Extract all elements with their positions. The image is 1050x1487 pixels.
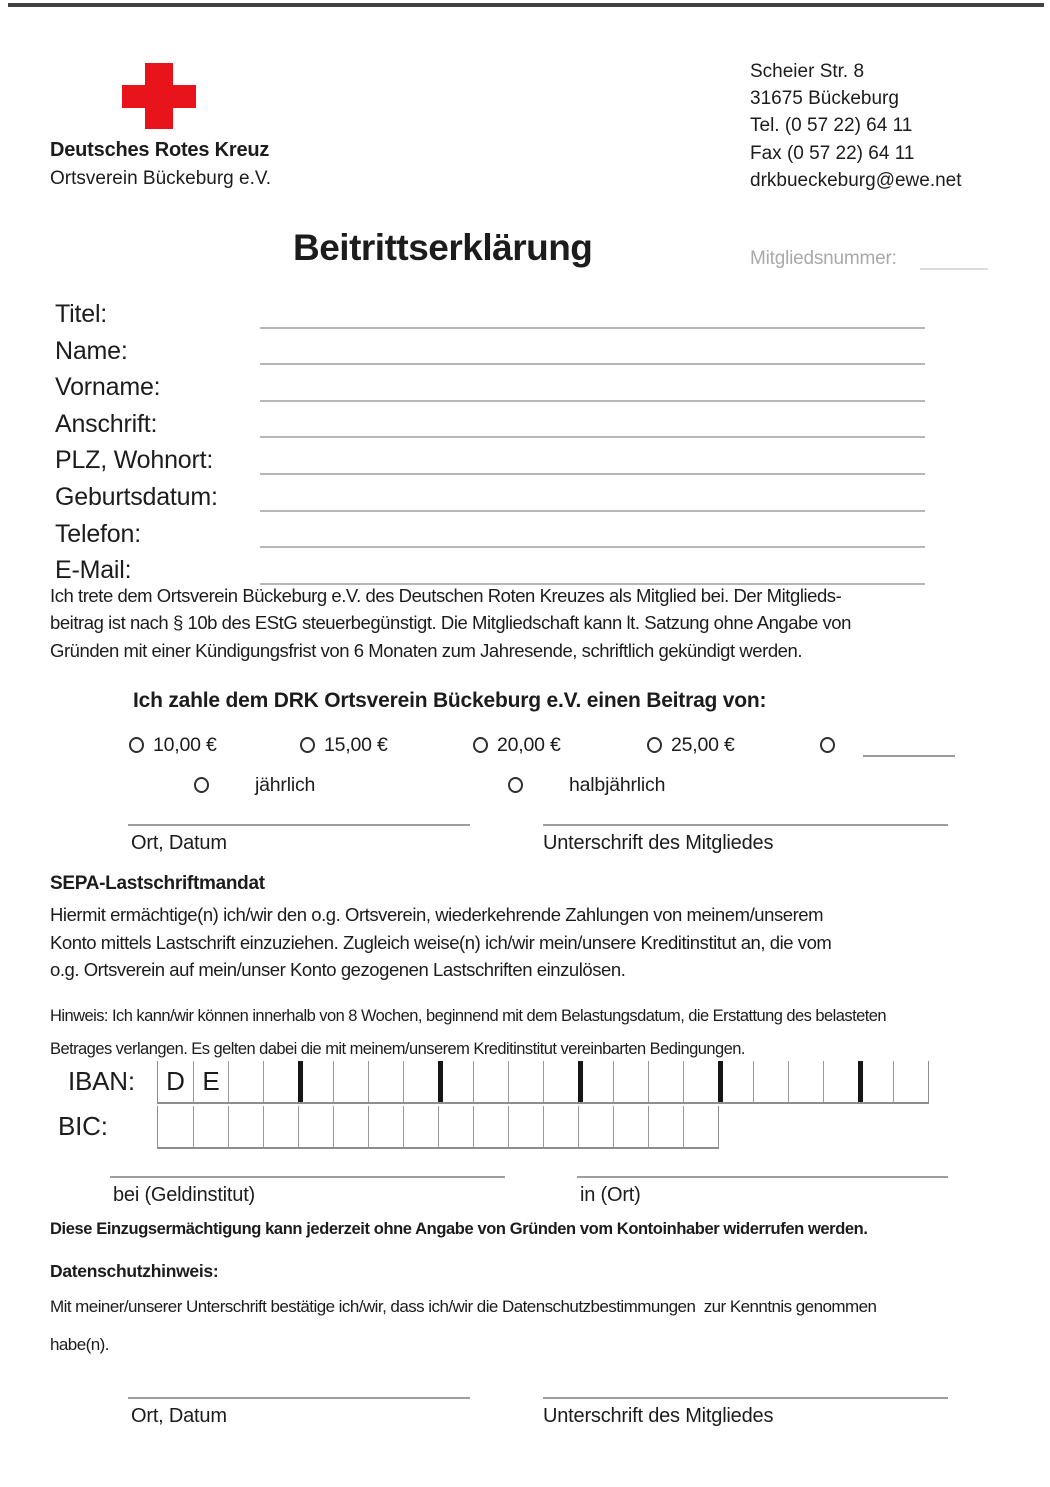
bic-cell[interactable] bbox=[508, 1106, 543, 1147]
field-label: Geburtsdatum: bbox=[55, 482, 218, 511]
iban-cell[interactable] bbox=[473, 1061, 508, 1102]
iban-cell[interactable] bbox=[543, 1061, 578, 1102]
org-name: Deutsches Rotes Kreuz bbox=[50, 139, 270, 161]
bic-cell[interactable] bbox=[473, 1106, 508, 1147]
mandate-line: o.g. Ortsverein auf mein/unser Konto gezogenen Lastschriften einzulösen. bbox=[50, 959, 626, 980]
field-row-vorname bbox=[55, 369, 925, 406]
bic-cell[interactable] bbox=[193, 1106, 228, 1147]
address-phone: Tel. (0 57 22) 64 11 bbox=[750, 115, 913, 137]
amount-option-1 bbox=[129, 734, 217, 756]
iban-label: IBAN: bbox=[68, 1066, 135, 1096]
radio-frequency-halfyearly[interactable] bbox=[508, 777, 523, 793]
field-row-name bbox=[55, 333, 925, 370]
frequency-option-halfyearly bbox=[508, 774, 665, 796]
bic-cell[interactable] bbox=[263, 1106, 298, 1147]
signature-bottom-place-date-label: Ort, Datum bbox=[131, 1405, 227, 1427]
iban-cell[interactable]: E bbox=[193, 1061, 228, 1102]
drk-cross-logo bbox=[122, 63, 196, 129]
iban-cell[interactable]: D bbox=[166, 1066, 185, 1096]
amount-label: 20,00 € bbox=[497, 733, 561, 756]
sepa-note-text bbox=[50, 1000, 886, 1066]
iban-grid bbox=[157, 1061, 929, 1104]
radio-amount-custom[interactable] bbox=[820, 737, 835, 753]
field-row-titel bbox=[55, 296, 925, 333]
sepa-mandate-text bbox=[50, 901, 831, 984]
field-label: Telefon: bbox=[55, 519, 141, 548]
note-line: Betrages verlangen. Es gelten dabei die mit meinem/unserem Kreditinstitut vereinbarten Bedingungen. bbox=[50, 1040, 745, 1058]
signature-top-place-date-label: Ort, Datum bbox=[131, 832, 227, 854]
bic-label: BIC: bbox=[58, 1111, 108, 1141]
iban-cell[interactable] bbox=[333, 1061, 368, 1102]
bic-cell[interactable] bbox=[333, 1106, 368, 1147]
iban-cell[interactable] bbox=[578, 1061, 613, 1102]
amount-label: 15,00 € bbox=[324, 733, 388, 756]
bic-cell[interactable] bbox=[683, 1106, 718, 1147]
field-row-geburtsdatum bbox=[55, 479, 925, 516]
bic-cell[interactable] bbox=[368, 1106, 403, 1147]
bank-label: bei (Geldinstitut) bbox=[113, 1184, 256, 1206]
intro-line: beitrag ist nach § 10b des EStG steuerbegünstigt. Die Mitgliedschaft kann lt. Satzung ohne Angabe von bbox=[50, 612, 851, 634]
member-number-label: Mitgliedsnummer: bbox=[750, 248, 897, 269]
titel-input-line[interactable] bbox=[260, 327, 925, 329]
iban-cell[interactable] bbox=[788, 1061, 823, 1102]
org-subtitle: Ortsverein Bückeburg e.V. bbox=[50, 168, 272, 189]
address-line: Scheier Str. 8 bbox=[750, 61, 865, 82]
bic-cell[interactable] bbox=[648, 1106, 683, 1147]
privacy-text bbox=[50, 1288, 876, 1364]
bic-cell[interactable] bbox=[298, 1106, 333, 1147]
amount-option-3 bbox=[473, 734, 561, 756]
iban-cell[interactable] bbox=[613, 1061, 648, 1102]
city-input-line[interactable] bbox=[577, 1176, 948, 1178]
mandate-line: Konto mittels Lastschrift einzuziehen. Zugleich weise(n) ich/wir mein/unsere Kreditinstitut an, die vom bbox=[50, 931, 832, 953]
amount-label: 10,00 € bbox=[153, 733, 217, 756]
iban-cell[interactable] bbox=[683, 1061, 718, 1102]
name-input-line[interactable] bbox=[260, 363, 925, 365]
signature-bottom-member-line[interactable] bbox=[543, 1397, 948, 1399]
privacy-line: habe(n). bbox=[50, 1335, 109, 1354]
radio-amount-10[interactable] bbox=[129, 737, 144, 753]
bank-input-line[interactable] bbox=[110, 1176, 505, 1178]
signature-top-member-line[interactable] bbox=[543, 824, 948, 826]
bic-cell[interactable] bbox=[613, 1106, 648, 1147]
intro-line: Ich trete dem Ortsverein Bückeburg e.V. des Deutschen Roten Kreuzes als Mitglied bei. Der Mitglieds- bbox=[50, 585, 842, 606]
amount-label: 25,00 € bbox=[671, 733, 735, 756]
iban-cell[interactable] bbox=[438, 1061, 473, 1102]
org-address-block bbox=[750, 58, 962, 194]
intro-line: Gründen mit einer Kündigungsfrist von 6 Monaten zum Jahresende, schriftlich gekündigt werden. bbox=[50, 639, 803, 661]
field-label: Anschrift: bbox=[55, 409, 158, 438]
personal-data-fields bbox=[55, 296, 925, 589]
frequency-option-yearly bbox=[194, 774, 315, 796]
mandate-line: Hiermit ermächtige(n) ich/wir den o.g. Ortsverein, wiederkehrende Zahlungen von meinem/unserem bbox=[50, 904, 824, 925]
address-line: 31675 Bückeburg bbox=[750, 88, 899, 110]
field-label: Name: bbox=[55, 336, 128, 365]
iban-cell[interactable] bbox=[648, 1061, 683, 1102]
iban-cell[interactable] bbox=[858, 1061, 893, 1102]
membership-intro-text bbox=[50, 582, 851, 664]
bic-cell[interactable] bbox=[228, 1106, 263, 1147]
field-label: PLZ, Wohnort: bbox=[55, 446, 214, 475]
iban-cell[interactable] bbox=[263, 1061, 298, 1102]
bic-cell[interactable] bbox=[403, 1106, 438, 1147]
member-number-input-line[interactable] bbox=[920, 240, 988, 270]
custom-amount-input-line[interactable] bbox=[863, 739, 955, 757]
radio-amount-20[interactable] bbox=[473, 737, 488, 753]
field-row-plz-wohnort bbox=[55, 442, 925, 479]
privacy-line: Mit meiner/unserer Unterschrift bestätige ich/wir, dass ich/wir die Datenschutzbestimmungen zur Kenntnis genommen bbox=[50, 1297, 877, 1316]
anschrift-input-line[interactable] bbox=[260, 436, 925, 438]
signature-top-member-label: Unterschrift des Mitgliedes bbox=[543, 832, 774, 854]
iban-cell[interactable] bbox=[718, 1061, 753, 1102]
bic-grid bbox=[157, 1106, 719, 1149]
city-label: in (Ort) bbox=[580, 1184, 641, 1206]
amount-option-4 bbox=[647, 734, 735, 756]
note-line: Hinweis: Ich kann/wir können innerhalb von 8 Wochen, beginnend mit dem Belastungsdatum, die Erstattung des belasteten bbox=[50, 1007, 887, 1025]
field-label: Titel: bbox=[55, 300, 108, 328]
frequency-label: halbjährlich bbox=[569, 773, 666, 796]
frequency-label: jährlich bbox=[255, 773, 316, 796]
field-label: Vorname: bbox=[55, 373, 161, 402]
radio-frequency-yearly[interactable] bbox=[194, 777, 209, 793]
iban-cell[interactable] bbox=[298, 1061, 333, 1102]
address-email: drkbueckeburg@ewe.net bbox=[750, 169, 962, 191]
radio-amount-25[interactable] bbox=[647, 737, 662, 753]
address-fax: Fax (0 57 22) 64 11 bbox=[750, 142, 915, 164]
page-top-rule bbox=[8, 3, 1044, 7]
field-row-telefon bbox=[55, 516, 925, 553]
privacy-heading: Datenschutzhinweis: bbox=[50, 1261, 219, 1281]
sepa-heading: SEPA-Lastschriftmandat bbox=[50, 873, 265, 894]
iban-cell[interactable] bbox=[753, 1061, 788, 1102]
bic-cell[interactable] bbox=[158, 1106, 193, 1147]
form-title: Beitrittserklärung bbox=[293, 227, 593, 268]
signature-top-place-date-line[interactable] bbox=[128, 824, 470, 826]
iban-cell[interactable] bbox=[368, 1061, 403, 1102]
bic-cell[interactable] bbox=[438, 1106, 473, 1147]
field-row-anschrift bbox=[55, 406, 925, 443]
amount-option-custom bbox=[820, 734, 955, 756]
vorname-input-line[interactable] bbox=[260, 400, 925, 402]
field-label: E-Mail: bbox=[55, 556, 132, 585]
bic-cell[interactable] bbox=[578, 1106, 613, 1147]
cross-horizontal-arm bbox=[122, 85, 196, 108]
signature-bottom-place-date-line[interactable] bbox=[128, 1397, 470, 1399]
iban-cell[interactable] bbox=[823, 1061, 858, 1102]
radio-amount-15[interactable] bbox=[300, 737, 315, 753]
geburtsdatum-input-line[interactable] bbox=[260, 510, 925, 512]
plz-wohnort-input-line[interactable] bbox=[260, 473, 925, 475]
signature-bottom-member-label: Unterschrift des Mitgliedes bbox=[543, 1405, 774, 1427]
amount-option-2 bbox=[300, 734, 388, 756]
revocation-notice: Diese Einzugsermächtigung kann jederzeit ohne Angabe von Gründen vom Kontoinhaber widerrufen werden. bbox=[50, 1220, 868, 1238]
contribution-heading: Ich zahle dem DRK Ortsverein Bückeburg e.V. einen Beitrag von: bbox=[133, 689, 767, 712]
iban-cell[interactable] bbox=[403, 1061, 438, 1102]
iban-cell[interactable] bbox=[228, 1061, 263, 1102]
iban-cell[interactable] bbox=[893, 1061, 928, 1102]
telefon-input-line[interactable] bbox=[260, 546, 925, 548]
bic-cell[interactable] bbox=[543, 1106, 578, 1147]
iban-cell[interactable] bbox=[508, 1061, 543, 1102]
